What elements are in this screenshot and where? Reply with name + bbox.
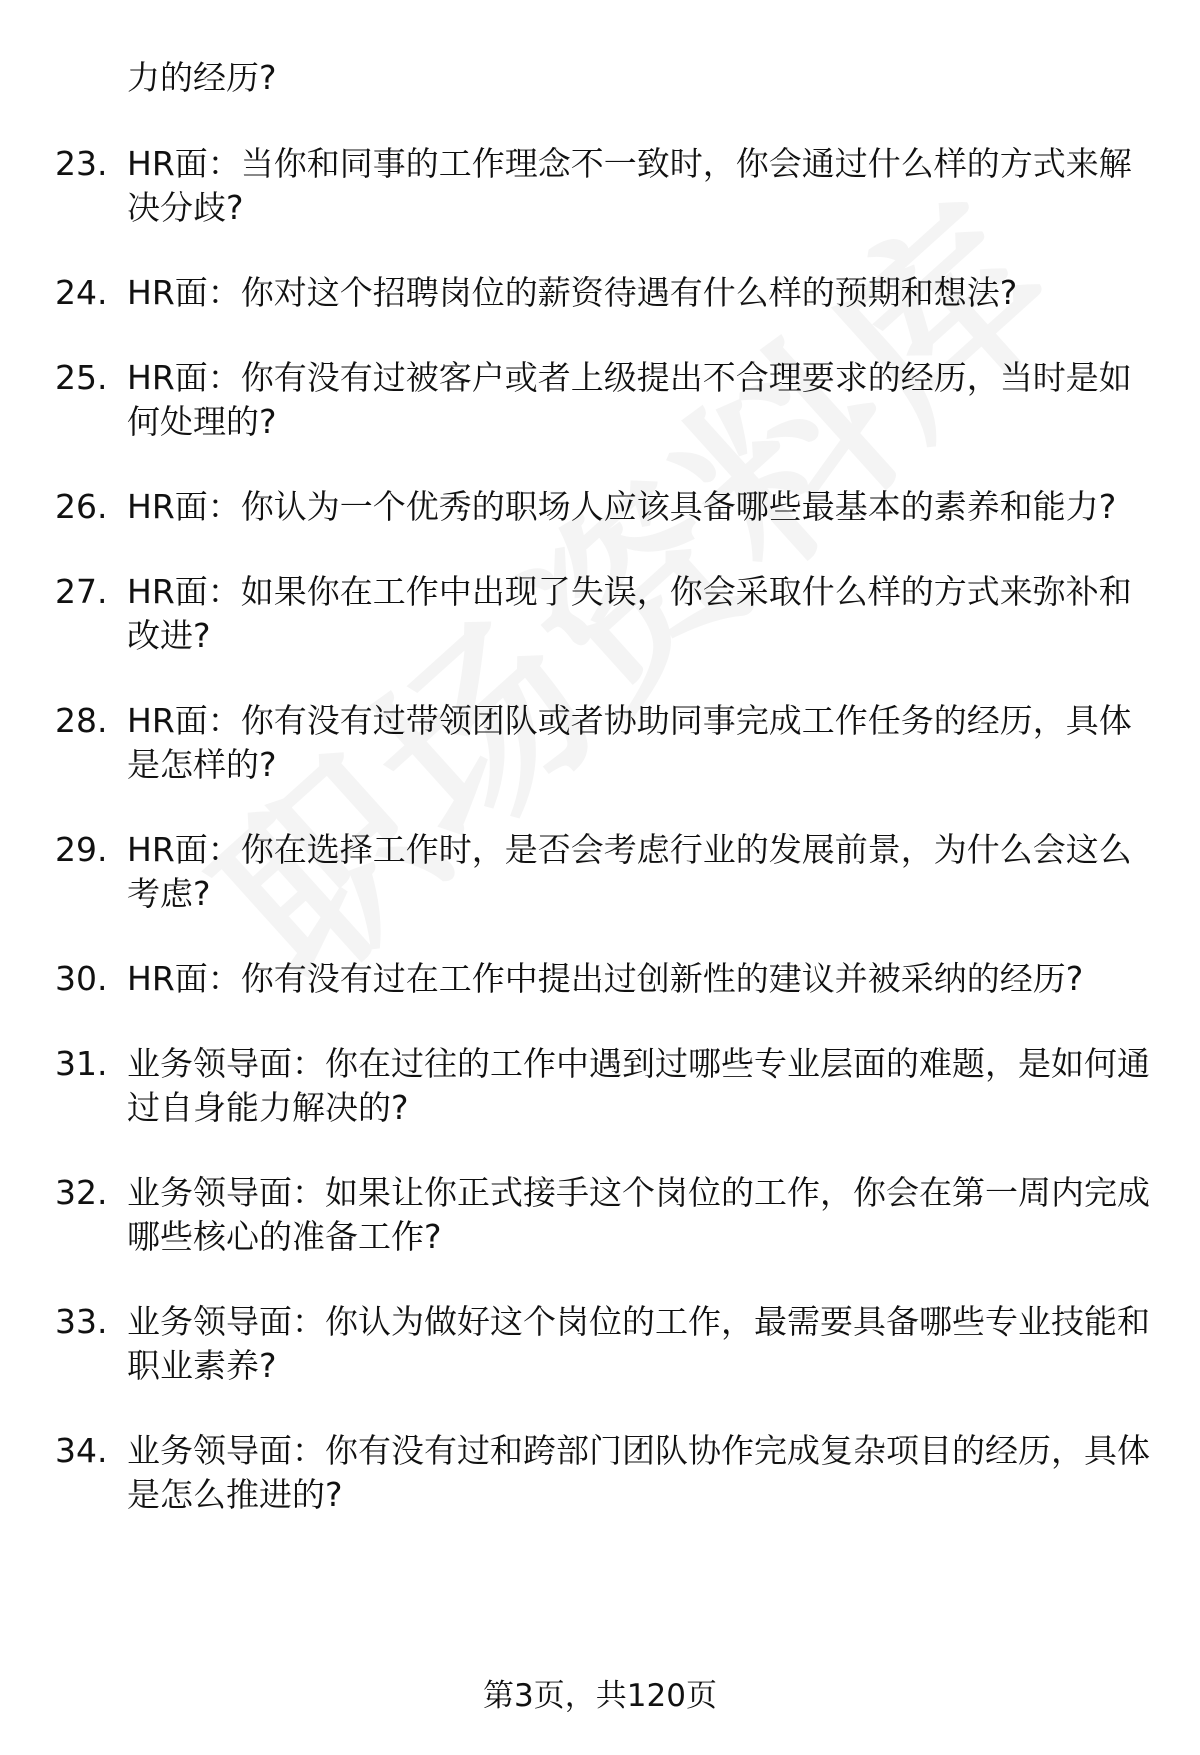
question-item <box>0 1300 1200 1388</box>
question-text: 业务领导面：如果让你正式接手这个岗位的工作，你会在第一周内完成哪些核心的准备工作? <box>127 1173 1150 1256</box>
question-text: HR面：你有没有过带领团队或者协助同事完成工作任务的经历，具体是怎样的? <box>127 701 1132 784</box>
question-number: 28. <box>55 701 108 740</box>
question-text: HR面：你在选择工作时，是否会考虑行业的发展前景，为什么会这么考虑? <box>127 830 1132 913</box>
question-item <box>0 1042 1200 1130</box>
question-number: 34. <box>55 1431 108 1470</box>
question-text: 业务领导面：你在过往的工作中遇到过哪些专业层面的难题，是如何通过自身能力解决的? <box>127 1044 1150 1127</box>
question-text: HR面：你有没有过被客户或者上级提出不合理要求的经历，当时是如何处理的? <box>127 358 1132 441</box>
question-text: HR面：你对这个招聘岗位的薪资待遇有什么样的预期和想法? <box>127 273 1018 312</box>
question-text: HR面：当你和同事的工作理念不一致时，你会通过什么样的方式来解决分歧? <box>127 144 1132 227</box>
question-item <box>0 957 1200 1001</box>
question-item <box>0 1429 1200 1517</box>
question-text: HR面：如果你在工作中出现了失误，你会采取什么样的方式来弥补和改进? <box>127 572 1132 655</box>
question-number: 24. <box>55 273 108 312</box>
continued-question-text: 力的经历? <box>127 58 277 97</box>
question-item <box>0 485 1200 529</box>
question-number: 31. <box>55 1044 108 1083</box>
question-number: 33. <box>55 1302 108 1341</box>
question-text: 业务领导面：你有没有过和跨部门团队协作完成复杂项目的经历，具体是怎么推进的? <box>127 1431 1150 1514</box>
question-number: 25. <box>55 358 108 397</box>
question-text: 业务领导面：你认为做好这个岗位的工作，最需要具备哪些专业技能和职业素养? <box>127 1302 1150 1385</box>
question-item <box>0 828 1200 916</box>
question-item <box>0 699 1200 787</box>
question-list <box>0 142 1200 1558</box>
question-number: 27. <box>55 572 108 611</box>
question-text: HR面：你有没有过在工作中提出过创新性的建议并被采纳的经历? <box>127 959 1084 998</box>
question-item <box>0 1171 1200 1259</box>
question-number: 26. <box>55 487 108 526</box>
question-number: 32. <box>55 1173 108 1212</box>
question-item <box>0 570 1200 658</box>
question-number: 29. <box>55 830 108 869</box>
question-number: 23. <box>55 144 108 183</box>
question-item <box>0 142 1200 230</box>
question-number: 30. <box>55 959 108 998</box>
question-text: HR面：你认为一个优秀的职场人应该具备哪些最基本的素养和能力? <box>127 487 1117 526</box>
question-item <box>0 271 1200 315</box>
question-item <box>0 356 1200 444</box>
page-footer: 第3页，共120页 <box>483 1678 717 1714</box>
